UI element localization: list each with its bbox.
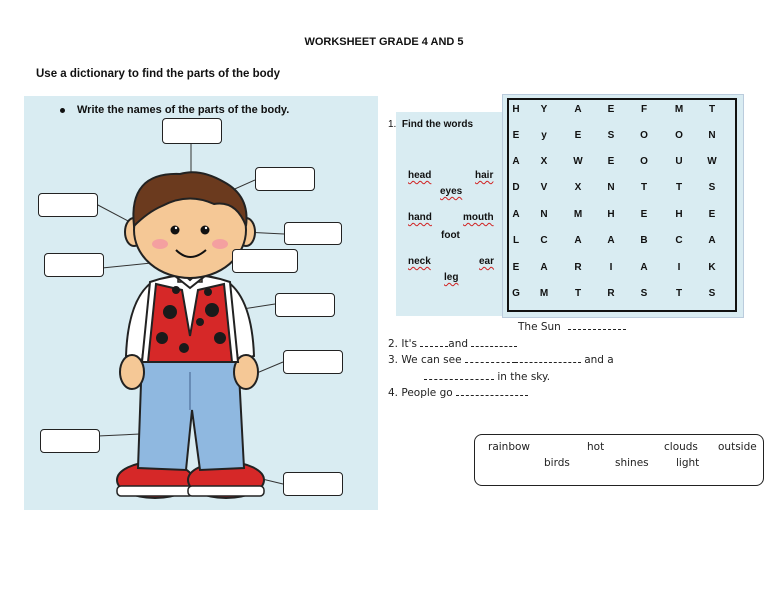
grid-letter[interactable]: E — [574, 130, 582, 141]
grid-letter[interactable]: W — [573, 156, 583, 167]
question-3-text-c: in the sky. — [497, 371, 551, 383]
bank-word-shines: shines — [615, 457, 649, 469]
question-4-number: 4. — [388, 387, 399, 399]
blank-q3-2[interactable] — [515, 353, 581, 363]
blank-q3-1[interactable] — [465, 353, 515, 363]
grid-letter[interactable]: Y — [540, 104, 548, 115]
grid-letter[interactable]: G — [512, 288, 520, 299]
word-eyes: eyes — [440, 186, 463, 197]
label-box-hair[interactable] — [162, 118, 222, 144]
bank-word-birds: birds — [544, 457, 570, 469]
word-bank — [474, 434, 764, 486]
bank-word-clouds: clouds — [664, 441, 698, 453]
grid-letter[interactable]: E — [708, 209, 716, 220]
page-subtitle: Use a dictionary to find the parts of the body — [36, 68, 281, 80]
question-number-1: 1. — [388, 119, 397, 130]
question-2-number: 2. — [388, 338, 399, 350]
grid-letter[interactable]: E — [512, 262, 520, 273]
word-hair: hair — [475, 170, 494, 181]
label-box-ear[interactable] — [38, 193, 98, 217]
question-3-number: 3. — [388, 354, 399, 366]
label-box-foot[interactable] — [283, 472, 343, 496]
blank-q2-2[interactable] — [471, 337, 517, 347]
grid-letter[interactable]: S — [708, 288, 716, 299]
grid-letter[interactable]: T — [574, 288, 582, 299]
grid-letter[interactable]: N — [540, 209, 548, 220]
grid-letter[interactable]: T — [675, 288, 683, 299]
grid-letter[interactable]: O — [640, 130, 648, 141]
word-hand: hand — [408, 212, 432, 223]
grid-letter[interactable]: V — [540, 182, 548, 193]
grid-letter[interactable]: H — [607, 209, 615, 220]
grid-letter[interactable]: O — [640, 156, 648, 167]
word-search-title — [388, 119, 473, 130]
bank-word-outside: outside — [718, 441, 757, 453]
grid-letter[interactable]: F — [640, 104, 648, 115]
blank-q2-1[interactable] — [420, 337, 448, 347]
sun-label-text: The Sun — [518, 321, 561, 333]
grid-letter[interactable]: O — [675, 130, 683, 141]
grid-letter[interactable]: A — [574, 104, 582, 115]
grid-letter[interactable]: A — [512, 156, 520, 167]
grid-letter[interactable]: A — [607, 235, 615, 246]
grid-letter[interactable]: T — [640, 182, 648, 193]
blank-q3-3[interactable] — [424, 370, 494, 380]
grid-letter[interactable]: M — [573, 209, 583, 220]
grid-letter[interactable]: E — [512, 130, 520, 141]
grid-letter[interactable]: W — [707, 156, 717, 167]
bank-word-hot: hot — [587, 441, 605, 453]
grid-letter[interactable]: X — [574, 182, 582, 193]
word-mouth: mouth — [463, 212, 494, 223]
grid-letter[interactable]: S — [708, 182, 716, 193]
label-box-head[interactable] — [255, 167, 315, 191]
grid-letter[interactable]: S — [607, 130, 615, 141]
grid-letter[interactable]: N — [708, 130, 716, 141]
word-ear: ear — [479, 256, 495, 267]
grid-letter[interactable]: R — [607, 288, 615, 299]
grid-letter[interactable]: B — [640, 235, 648, 246]
page-title: WORKSHEET GRADE 4 AND 5 — [304, 36, 464, 48]
grid-letter[interactable]: X — [540, 156, 548, 167]
grid-letter[interactable]: L — [512, 235, 520, 246]
instruction-text: Write the names of the parts of the body. — [77, 104, 290, 116]
grid-letter[interactable]: M — [674, 104, 684, 115]
word-neck: neck — [408, 256, 431, 267]
grid-letter[interactable]: A — [540, 262, 548, 273]
bank-word-rainbow: rainbow — [488, 441, 530, 453]
grid-letter[interactable]: A — [708, 235, 716, 246]
word-leg: leg — [444, 272, 459, 283]
grid-letter[interactable]: H — [512, 104, 520, 115]
grid-letter[interactable]: R — [574, 262, 582, 273]
question-2-text-a: It's — [401, 338, 417, 350]
grid-letter[interactable]: T — [675, 182, 683, 193]
question-3-line-2 — [424, 370, 550, 383]
label-box-neck[interactable] — [232, 249, 298, 273]
question-2 — [388, 337, 517, 350]
grid-letter[interactable]: H — [675, 209, 683, 220]
question-3-text-b: and a — [584, 354, 614, 366]
label-box-leg[interactable] — [40, 429, 100, 453]
grid-letter[interactable]: I — [677, 262, 681, 273]
grid-letter[interactable]: C — [675, 235, 683, 246]
grid-letter[interactable]: y — [541, 130, 547, 141]
grid-letter[interactable]: S — [640, 288, 648, 299]
word-foot: foot — [441, 230, 460, 241]
label-box-eyes[interactable] — [284, 222, 342, 245]
question-4 — [388, 386, 528, 399]
grid-letter[interactable]: C — [540, 235, 548, 246]
grid-letter[interactable]: M — [539, 288, 549, 299]
question-3 — [388, 353, 614, 366]
question-3-text-a: We can see — [401, 354, 462, 366]
blank-q4[interactable] — [456, 386, 528, 396]
grid-letter[interactable]: A — [512, 209, 520, 220]
grid-letter[interactable]: A — [574, 235, 582, 246]
word-search-title-text: Find the words — [401, 119, 474, 130]
bank-word-light: light — [676, 457, 700, 469]
grid-letter[interactable]: E — [607, 156, 615, 167]
grid-letter[interactable]: T — [708, 104, 716, 115]
grid-letter[interactable]: E — [640, 209, 648, 220]
question-4-text-a: People go — [401, 387, 453, 399]
grid-letter[interactable]: I — [609, 262, 613, 273]
grid-letter[interactable]: K — [708, 262, 716, 273]
label-box-arm[interactable] — [275, 293, 335, 317]
grid-letter[interactable]: U — [675, 156, 683, 167]
grid-letter[interactable]: D — [512, 182, 520, 193]
blank-sun[interactable] — [568, 320, 626, 330]
grid-letter[interactable]: N — [607, 182, 615, 193]
label-box-mouth[interactable] — [44, 253, 104, 277]
question-2-text-b: and — [448, 338, 469, 350]
label-box-hand[interactable] — [283, 350, 343, 374]
grid-letter[interactable]: E — [607, 104, 615, 115]
word-head: head — [408, 170, 432, 181]
sun-label — [518, 320, 626, 333]
grid-letter[interactable]: A — [640, 262, 648, 273]
